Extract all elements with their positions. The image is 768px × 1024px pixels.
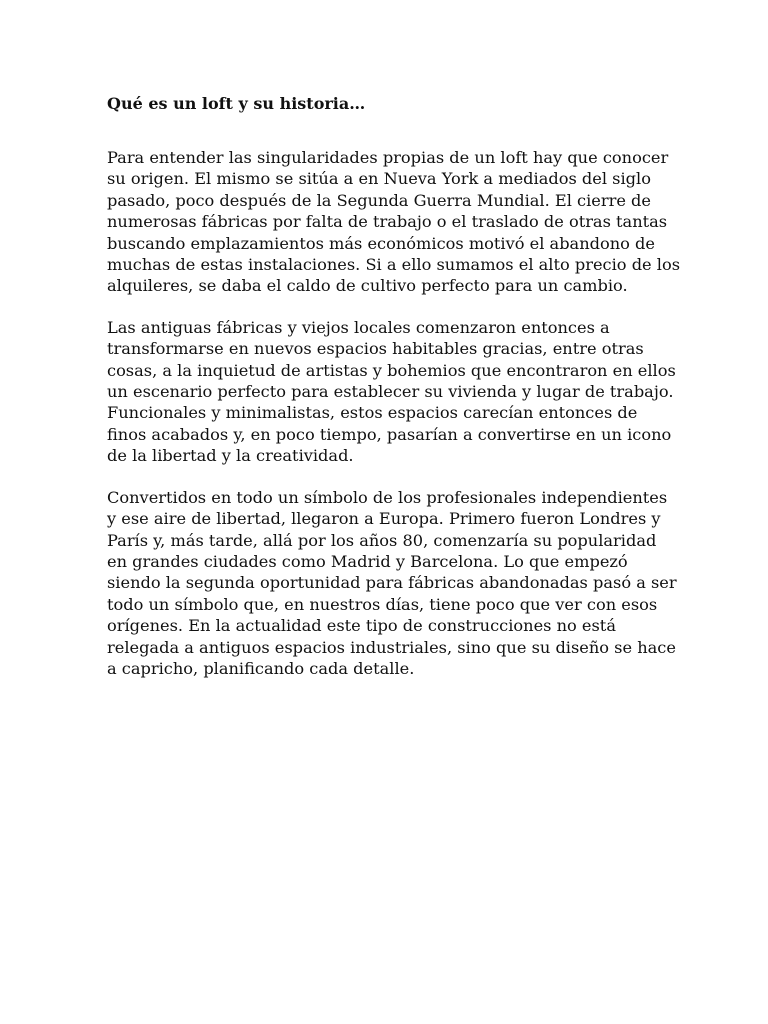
text-line: un escenario perfecto para establecer su vivienda y lugar de trabajo.: [107, 382, 674, 402]
paragraph-2: [107, 317, 676, 467]
text-line: de la libertad y la creatividad.: [107, 446, 354, 466]
text-line: París y, más tarde, allá por los años 80, comenzaría su popularidad: [107, 530, 657, 550]
text-line: todo un símbolo que, en nuestros días, tiene poco que ver con esos: [107, 594, 658, 614]
paragraph-1: [107, 147, 681, 297]
text-line: alquileres, se daba el caldo de cultivo perfecto para un cambio.: [107, 276, 628, 296]
text-line: transformarse en nuevos espacios habitables gracias, entre otras: [107, 339, 644, 359]
text-line: cosas, a la inquietud de artistas y bohemios que encontraron en ellos: [107, 360, 676, 380]
document-title: Qué es un loft y su historia…: [107, 94, 366, 113]
text-line: muchas de estas instalaciones. Si a ello sumamos el alto precio de los: [107, 255, 681, 275]
text-line: finos acabados y, en poco tiempo, pasarían a convertirse en un icono: [107, 424, 672, 444]
text-line: siendo la segunda oportunidad para fábricas abandonadas pasó a ser: [107, 573, 677, 593]
document-page: [107, 93, 681, 699]
text-line: Convertidos en todo un símbolo de los profesionales independientes: [107, 487, 668, 507]
text-line: en grandes ciudades como Madrid y Barcelona. Lo que empezó: [107, 551, 628, 571]
text-line: numerosas fábricas por falta de trabajo o el traslado de otras tantas: [107, 212, 668, 232]
text-line: relegada a antiguos espacios industriales, sino que su diseño se hace: [107, 637, 676, 657]
text-line: pasado, poco después de la Segunda Guerra Mundial. El cierre de: [107, 190, 652, 210]
text-line: Funcionales y minimalistas, estos espacios carecían entonces de: [107, 403, 638, 423]
text-line: su origen. El mismo se sitúa a en Nueva York a mediados del siglo: [107, 169, 651, 189]
text-line: a capricho, planificando cada detalle.: [107, 658, 415, 678]
text-line: Para entender las singularidades propias de un loft hay que conocer: [107, 148, 669, 167]
paragraph-3: [107, 487, 677, 680]
text-line: buscando emplazamientos más económicos motivó el abandono de: [107, 233, 656, 253]
text-line: orígenes. En la actualidad este tipo de construcciones no está: [107, 616, 616, 636]
text-line: Las antiguas fábricas y viejos locales comenzaron entonces a: [107, 317, 610, 337]
text-line: y ese aire de libertad, llegaron a Europa. Primero fueron Londres y: [107, 509, 661, 529]
